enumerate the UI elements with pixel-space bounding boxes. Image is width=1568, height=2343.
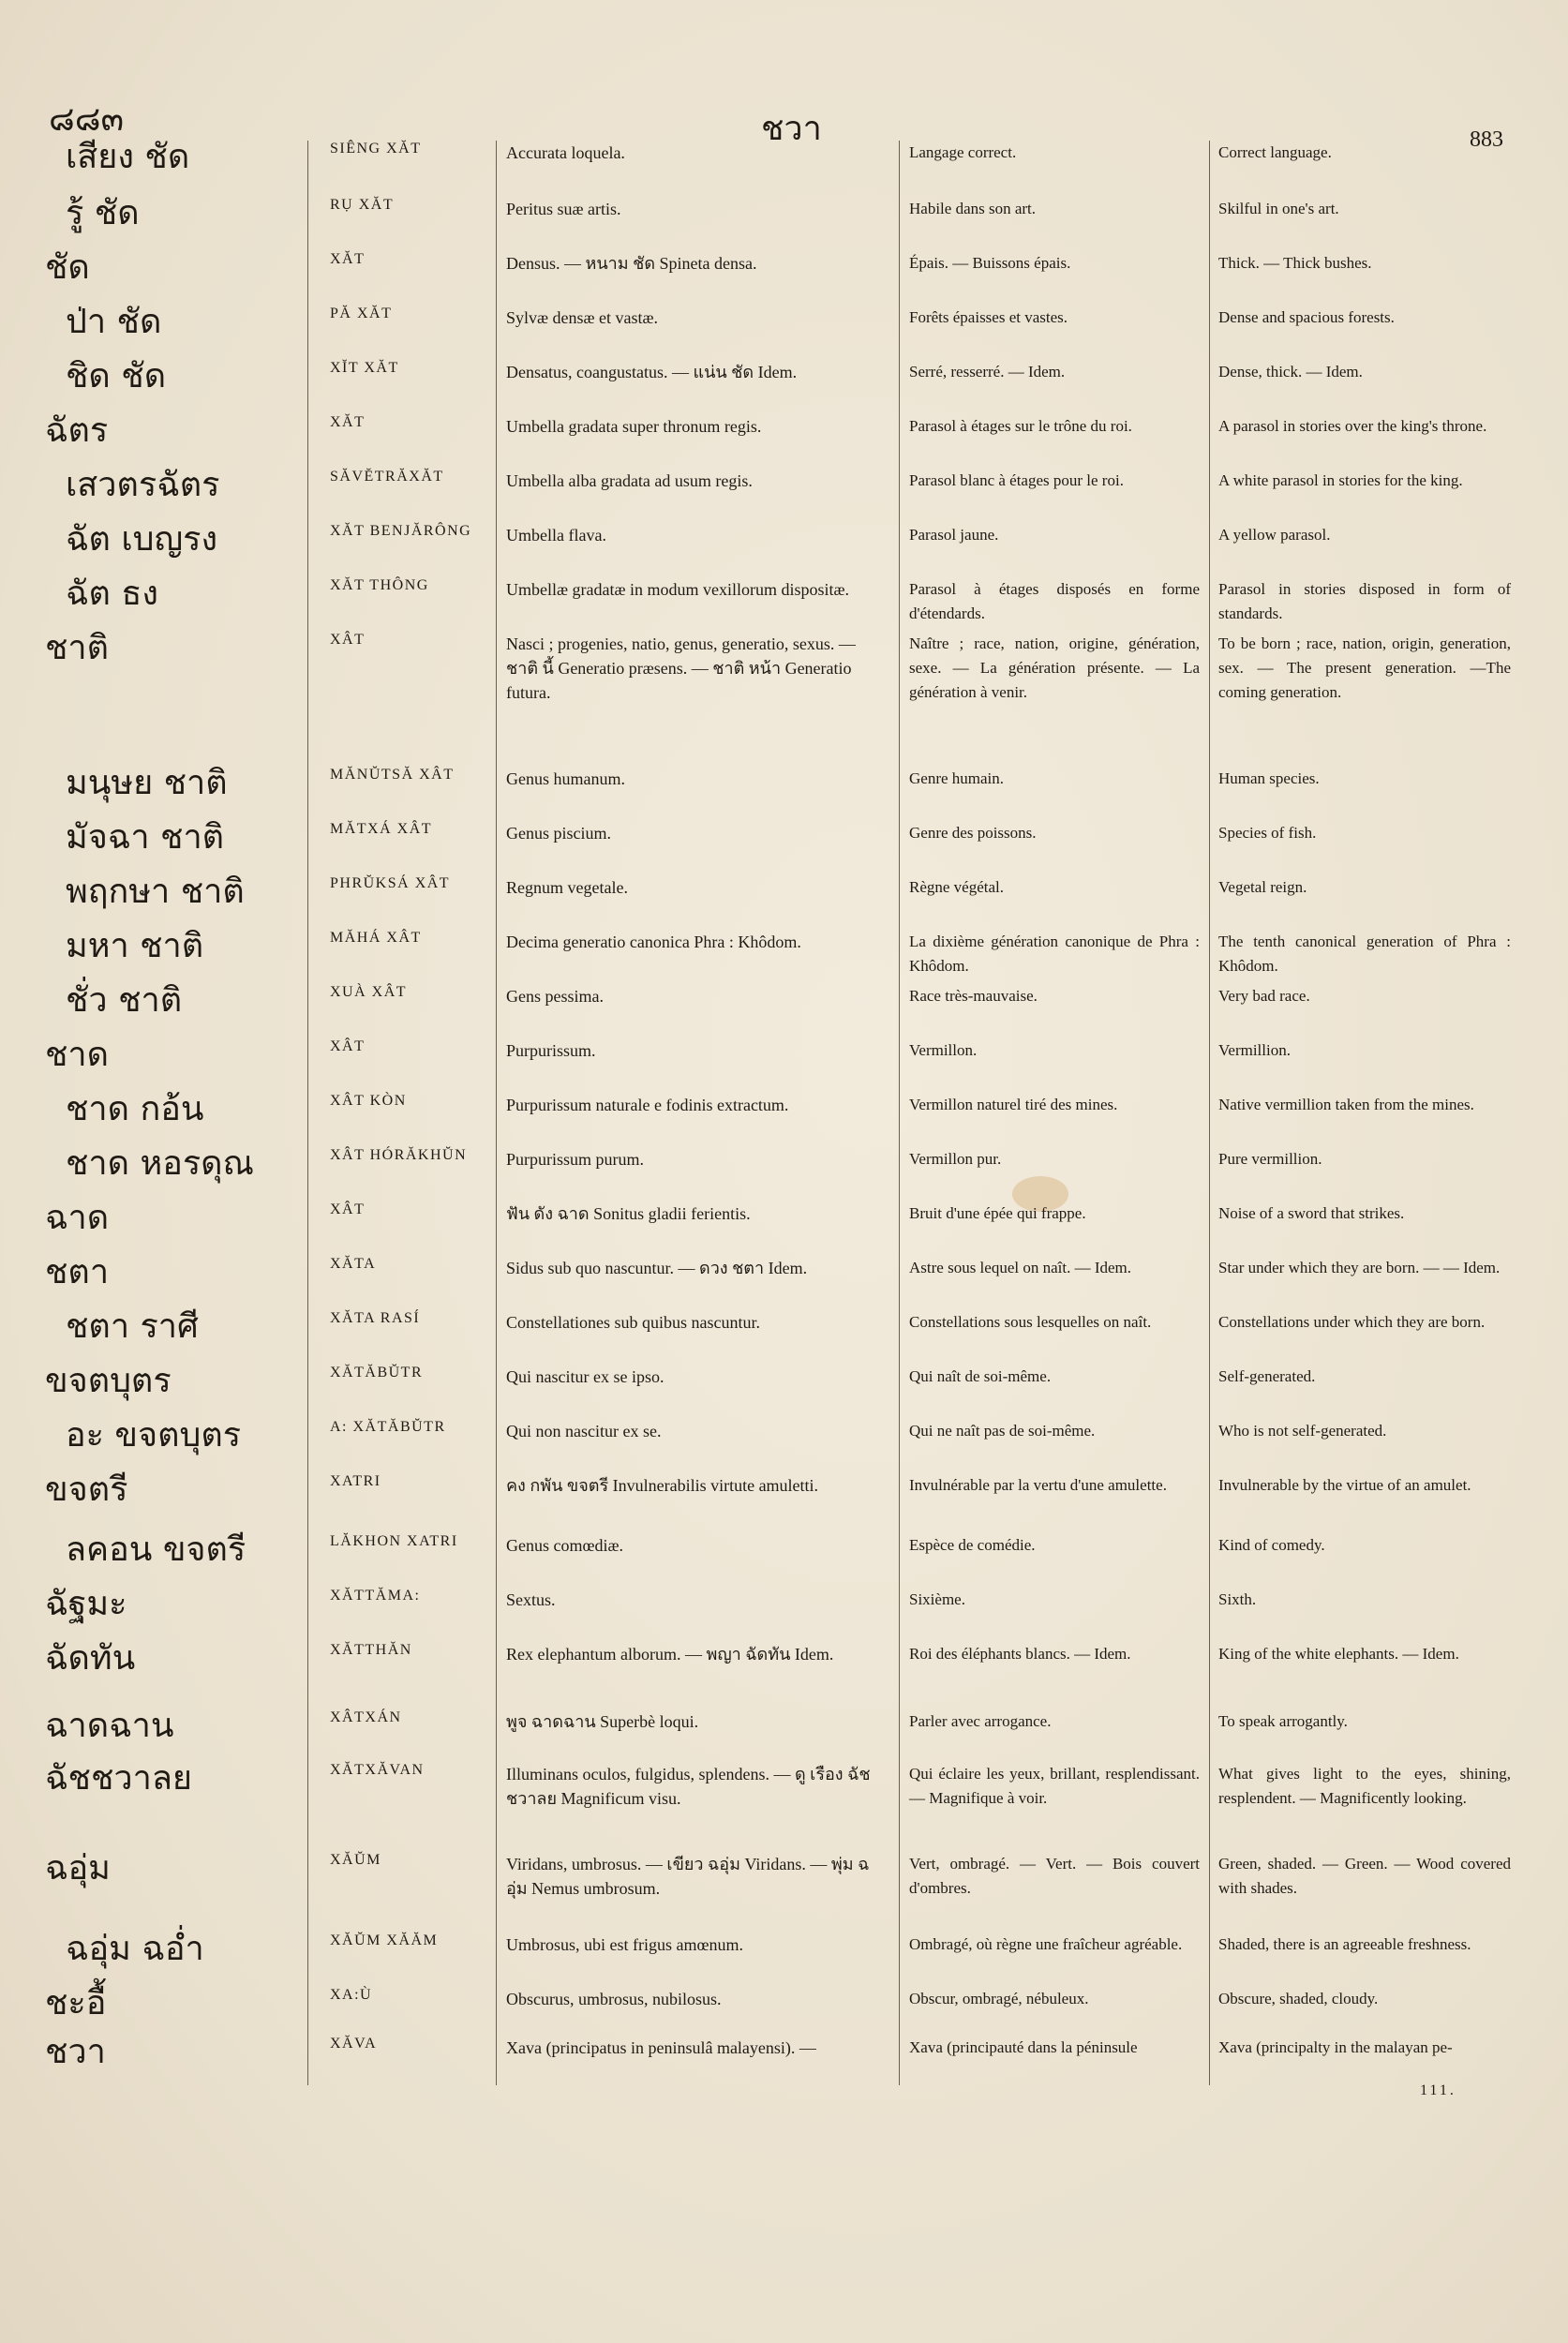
romanization: XĂŬM XĂĂM xyxy=(330,1933,439,1948)
romanization: XĂTA RASÍ xyxy=(330,1310,421,1326)
thai-headword: ฉัตร xyxy=(45,411,109,450)
french-definition: Parler avec arrogance. xyxy=(909,1712,1052,1730)
english-definition: King of the white elephants. — Idem. xyxy=(1218,1645,1459,1663)
romanization: XĂTĂBŬTR xyxy=(330,1365,424,1380)
french-definition: Genre des poissons. xyxy=(909,824,1037,842)
english-definition: Obscure, shaded, cloudy. xyxy=(1218,1990,1379,2007)
latin-definition: Sextus. xyxy=(506,1590,556,1609)
french-definition: Parasol à étages disposés en forme d'étendards. xyxy=(909,580,1200,622)
thai-headword: ชาติ xyxy=(45,629,110,667)
latin-definition: Accurata loquela. xyxy=(506,143,625,162)
thai-headword: ขจตรี xyxy=(45,1470,128,1509)
english-definition: Pure vermillion. xyxy=(1218,1150,1322,1168)
latin-definition: Regnum vegetale. xyxy=(506,878,628,897)
romanization: XĂTA xyxy=(330,1256,377,1272)
french-definition: Ombragé, où règne une fraîcheur agréable. xyxy=(909,1935,1183,1953)
latin-definition: Xava (principatus in peninsulâ malayensi). — xyxy=(506,2038,816,2057)
thai-headword: ฉอุ่ม xyxy=(45,1849,111,1888)
french-definition: Qui naît de soi-même. xyxy=(909,1367,1052,1385)
romanization: XÂT xyxy=(330,632,366,648)
latin-definition: Qui non nascitur ex se. xyxy=(506,1422,662,1440)
french-definition: Langage correct. xyxy=(909,143,1017,161)
romanization: XÂTXÁN xyxy=(330,1709,402,1725)
french-definition: Épais. — Buissons épais. xyxy=(909,254,1071,272)
thai-headword: ชิด ชัด xyxy=(66,357,167,395)
french-definition: Vert, ombragé. — Vert. — Bois couvert d'ombres. xyxy=(909,1855,1200,1897)
english-definition: Noise of a sword that strikes. xyxy=(1218,1204,1405,1222)
english-definition: Sixth. xyxy=(1218,1590,1257,1608)
thai-headword: ฉัดทัน xyxy=(45,1639,136,1678)
thai-headword: ชัด xyxy=(45,248,90,287)
thai-headword: ฉัชชวาลย xyxy=(45,1759,192,1798)
romanization: XĂT xyxy=(330,414,366,430)
thai-headword: รู้ ชัด xyxy=(66,194,140,232)
thai-headword: ชตา ราศี xyxy=(66,1307,199,1346)
english-definition: Human species. xyxy=(1218,769,1320,787)
latin-definition: Nasci ; progenies, natio, genus, generatio, sexus. — ชาติ นี้ Generatio præsens. — ชาติ หน้า Generatio futura. xyxy=(506,634,856,702)
latin-definition: Peritus suæ artis. xyxy=(506,200,621,218)
romanization: XĂT THÔNG xyxy=(330,577,429,593)
french-definition: Constellations sous lesquelles on naît. xyxy=(909,1313,1152,1331)
latin-definition: Densus. — หนาม ชัด Spineta densa. xyxy=(506,254,757,273)
latin-definition: Umbella flava. xyxy=(506,526,606,545)
romanization: XUÀ XÂT xyxy=(330,984,408,1000)
romanization: PHRŬKSÁ XÂT xyxy=(330,875,451,891)
signature-mark: 111. xyxy=(1420,2082,1456,2098)
romanization: XATRI xyxy=(330,1473,381,1489)
french-definition: Parasol à étages sur le trône du roi. xyxy=(909,417,1132,435)
thai-headword: ฉัต ธง xyxy=(66,575,158,613)
french-definition: Xava (principauté dans la péninsule xyxy=(909,2038,1138,2056)
romanization: MĂTXÁ XÂT xyxy=(330,821,433,837)
latin-definition: Umbellæ gradatæ in modum vexillorum dispositæ. xyxy=(506,580,849,599)
thai-headword: อะ ขจตบุตร xyxy=(66,1416,242,1455)
english-definition: Who is not self-generated. xyxy=(1218,1422,1387,1440)
french-definition: Qui éclaire les yeux, brillant, resplendissant. — Magnifique à voir. xyxy=(909,1765,1200,1807)
thai-headword: มหา ชาติ xyxy=(66,927,204,965)
thai-headword: ชาด หอรดุณ xyxy=(66,1144,254,1183)
romanization: XĂT xyxy=(330,251,366,267)
running-head: ชวา xyxy=(761,110,822,148)
romanization: XĂTTHĂN xyxy=(330,1642,412,1658)
latin-definition: Obscurus, umbrosus, nubilosus. xyxy=(506,1990,722,2008)
romanization: PĂ XĂT xyxy=(330,306,393,321)
english-definition: Star under which they are born. — — Idem. xyxy=(1218,1259,1501,1276)
english-definition: The tenth canonical generation of Phra : Khôdom. xyxy=(1218,933,1511,975)
thai-headword: ชะอื้ xyxy=(45,1984,107,2022)
french-definition: Astre sous lequel on naît. — Idem. xyxy=(909,1259,1132,1276)
thai-headword: ฉาดฉาน xyxy=(45,1707,174,1745)
english-definition: To speak arrogantly. xyxy=(1218,1712,1348,1730)
romanization: SIÊNG XĂT xyxy=(330,141,422,157)
latin-definition: Densatus, coangustatus. — แน่น ชัด Idem. xyxy=(506,363,798,381)
thai-headword: ชั่ว ชาติ xyxy=(66,981,183,1020)
latin-definition: Gens pessima. xyxy=(506,987,604,1006)
french-definition: Parasol blanc à étages pour le roi. xyxy=(909,471,1124,489)
english-definition: Vegetal reign. xyxy=(1218,878,1307,896)
french-definition: Parasol jaune. xyxy=(909,526,999,544)
romanization: XĂVA xyxy=(330,2036,378,2052)
french-definition: Roi des éléphants blancs. — Idem. xyxy=(909,1645,1131,1663)
english-definition: Species of fish. xyxy=(1218,824,1317,842)
french-definition: Règne végétal. xyxy=(909,878,1005,896)
latin-definition: Illuminans oculos, fulgidus, splendens. — ดู เรือง ฉัชชวาลย Magnificum visu. xyxy=(506,1765,871,1808)
thai-headword: ชตา xyxy=(45,1253,110,1291)
thai-headword: ชวา xyxy=(45,2033,106,2071)
latin-definition: Sidus sub quo nascuntur. — ดวง ชตา Idem. xyxy=(506,1259,808,1277)
english-definition: Dense and spacious forests. xyxy=(1218,308,1395,326)
latin-definition: ฟัน ดัง ฉาด Sonitus gladii ferientis. xyxy=(506,1204,751,1223)
english-definition: A yellow parasol. xyxy=(1218,526,1331,544)
french-definition: Forêts épaisses et vastes. xyxy=(909,308,1068,326)
latin-definition: Purpurissum. xyxy=(506,1041,596,1060)
thai-headword: ลคอน ขจตรี xyxy=(66,1530,246,1569)
romanization: XÂT HÓRĂKHŬN xyxy=(330,1147,468,1163)
romanization: XÂT xyxy=(330,1201,366,1217)
romanization: A: XĂTĂBŬTR xyxy=(330,1419,446,1435)
romanization: SĂVĔTRĂXĂT xyxy=(330,469,444,485)
latin-definition: Genus piscium. xyxy=(506,824,611,843)
romanization: XĂTXĂVAN xyxy=(330,1762,425,1778)
romanization: XĂT BENJĂRÔNG xyxy=(330,523,472,539)
thai-headword: ชาด xyxy=(45,1036,110,1074)
latin-definition: Umbella alba gradata ad usum regis. xyxy=(506,471,753,490)
romanization: XĬT XĂT xyxy=(330,360,399,376)
romanization: XĂTTĂMA: xyxy=(330,1588,421,1604)
french-definition: La dixième génération canonique de Phra : Khôdom. xyxy=(909,933,1200,975)
latin-definition: Viridans, umbrosus. — เขียว ฉอุ่ม Viridans. — พุ่ม ฉอุ่ม Nemus umbrosum. xyxy=(506,1855,870,1898)
english-definition: Skilful in one's art. xyxy=(1218,200,1339,217)
romanization: XÂT KÒN xyxy=(330,1093,407,1109)
romanization: XĂŬM xyxy=(330,1852,381,1868)
french-definition: Sixième. xyxy=(909,1590,965,1608)
english-definition: Parasol in stories disposed in form of standards. xyxy=(1218,580,1511,622)
thai-headword: เสวตรฉัตร xyxy=(66,466,220,504)
page-number: 883 xyxy=(1470,127,1503,152)
latin-definition: Decima generatio canonica Phra : Khôdom. xyxy=(506,933,801,951)
romanization: MĂNŬTSĂ XÂT xyxy=(330,767,455,783)
french-definition: Qui ne naît pas de soi-même. xyxy=(909,1422,1096,1440)
latin-definition: Purpurissum naturale e fodinis extractum. xyxy=(506,1096,789,1114)
latin-definition: Umbella gradata super thronum regis. xyxy=(506,417,762,436)
thai-headword: ชาด กอ้น xyxy=(66,1090,204,1128)
french-definition: Espèce de comédie. xyxy=(909,1536,1036,1554)
romanization: RỤ XĂT xyxy=(330,197,395,213)
romanization: LĂKHON XATRI xyxy=(330,1533,458,1549)
english-definition: A parasol in stories over the king's throne. xyxy=(1218,417,1487,435)
french-definition: Serré, resserré. — Idem. xyxy=(909,363,1066,381)
romanization: XA:Ù xyxy=(330,1987,373,2003)
latin-definition: Qui nascitur ex se ipso. xyxy=(506,1367,665,1386)
english-definition: Green, shaded. — Green. — Wood covered with shades. xyxy=(1218,1855,1511,1897)
french-definition: Obscur, ombragé, nébuleux. xyxy=(909,1990,1089,2007)
latin-definition: Umbrosus, ubi est frigus amœnum. xyxy=(506,1935,743,1954)
thai-headword: เสียง ชัด xyxy=(66,138,190,176)
french-definition: Habile dans son art. xyxy=(909,200,1037,217)
thai-headword: ป่า ชัด xyxy=(66,303,162,341)
english-definition: Very bad race. xyxy=(1218,987,1310,1005)
thai-headword: ฉอุ่ม ฉอ่ำ xyxy=(66,1930,204,1968)
thai-headword: พฤกษา ชาติ xyxy=(66,873,245,911)
french-definition: Race très-mauvaise. xyxy=(909,987,1038,1005)
english-definition: Dense, thick. — Idem. xyxy=(1218,363,1363,381)
romanization: MĂHÁ XÂT xyxy=(330,930,422,946)
french-definition: Genre humain. xyxy=(909,769,1005,787)
romanization: XÂT xyxy=(330,1038,366,1054)
latin-definition: คง กพัน ขจตรี Invulnerabilis virtute amuletti. xyxy=(506,1476,819,1495)
thai-headword: มัจฉา ชาติ xyxy=(66,818,225,857)
thai-headword: ฉาด xyxy=(45,1199,110,1237)
english-definition: A white parasol in stories for the king. xyxy=(1218,471,1463,489)
page-number-thai: ๘๘๓ xyxy=(49,100,125,139)
french-definition: Bruit d'une épée qui frappe. xyxy=(909,1204,1086,1222)
french-definition: Vermillon pur. xyxy=(909,1150,1002,1168)
english-definition: Xava (principalty in the malayan pe- xyxy=(1218,2038,1453,2056)
english-definition: Self-generated. xyxy=(1218,1367,1316,1385)
english-definition: Shaded, there is an agreeable freshness. xyxy=(1218,1935,1471,1953)
english-definition: Native vermillion taken from the mines. xyxy=(1218,1096,1474,1113)
latin-definition: Sylvæ densæ et vastæ. xyxy=(506,308,659,327)
latin-definition: Rex elephantum alborum. — พญา ฉัดทัน Idem. xyxy=(506,1645,834,1664)
thai-headword: ฉัฐมะ xyxy=(45,1585,127,1623)
english-definition: Invulnerable by the virtue of an amulet. xyxy=(1218,1476,1471,1494)
french-definition: Vermillon naturel tiré des mines. xyxy=(909,1096,1118,1113)
english-definition: What gives light to the eyes, shining, resplendent. — Magnificently looking. xyxy=(1218,1765,1511,1807)
english-definition: Correct language. xyxy=(1218,143,1332,161)
french-definition: Naître ; race, nation, origine, génération, sexe. — La génération présente. — La génération à venir. xyxy=(909,634,1200,701)
english-definition: Constellations under which they are born. xyxy=(1218,1313,1486,1331)
thai-headword: ฉัต เบญรง xyxy=(66,520,218,559)
thai-headword: มนุษย ชาติ xyxy=(66,764,228,802)
english-definition: Thick. — Thick bushes. xyxy=(1218,254,1372,272)
latin-definition: พูจ ฉาดฉาน Superbè loqui. xyxy=(506,1712,699,1731)
latin-definition: Constellationes sub quibus nascuntur. xyxy=(506,1313,760,1332)
english-definition: Vermillion. xyxy=(1218,1041,1291,1059)
latin-definition: Purpurissum purum. xyxy=(506,1150,645,1169)
french-definition: Invulnérable par la vertu d'une amulette. xyxy=(909,1476,1167,1494)
french-definition: Vermillon. xyxy=(909,1041,978,1059)
latin-definition: Genus comœdiæ. xyxy=(506,1536,623,1555)
thai-headword: ขจตบุตร xyxy=(45,1362,172,1400)
latin-definition: Genus humanum. xyxy=(506,769,625,788)
english-definition: Kind of comedy. xyxy=(1218,1536,1325,1554)
english-definition: To be born ; race, nation, origin, generation, sex. — The present generation. —The coming generation. xyxy=(1218,634,1511,701)
